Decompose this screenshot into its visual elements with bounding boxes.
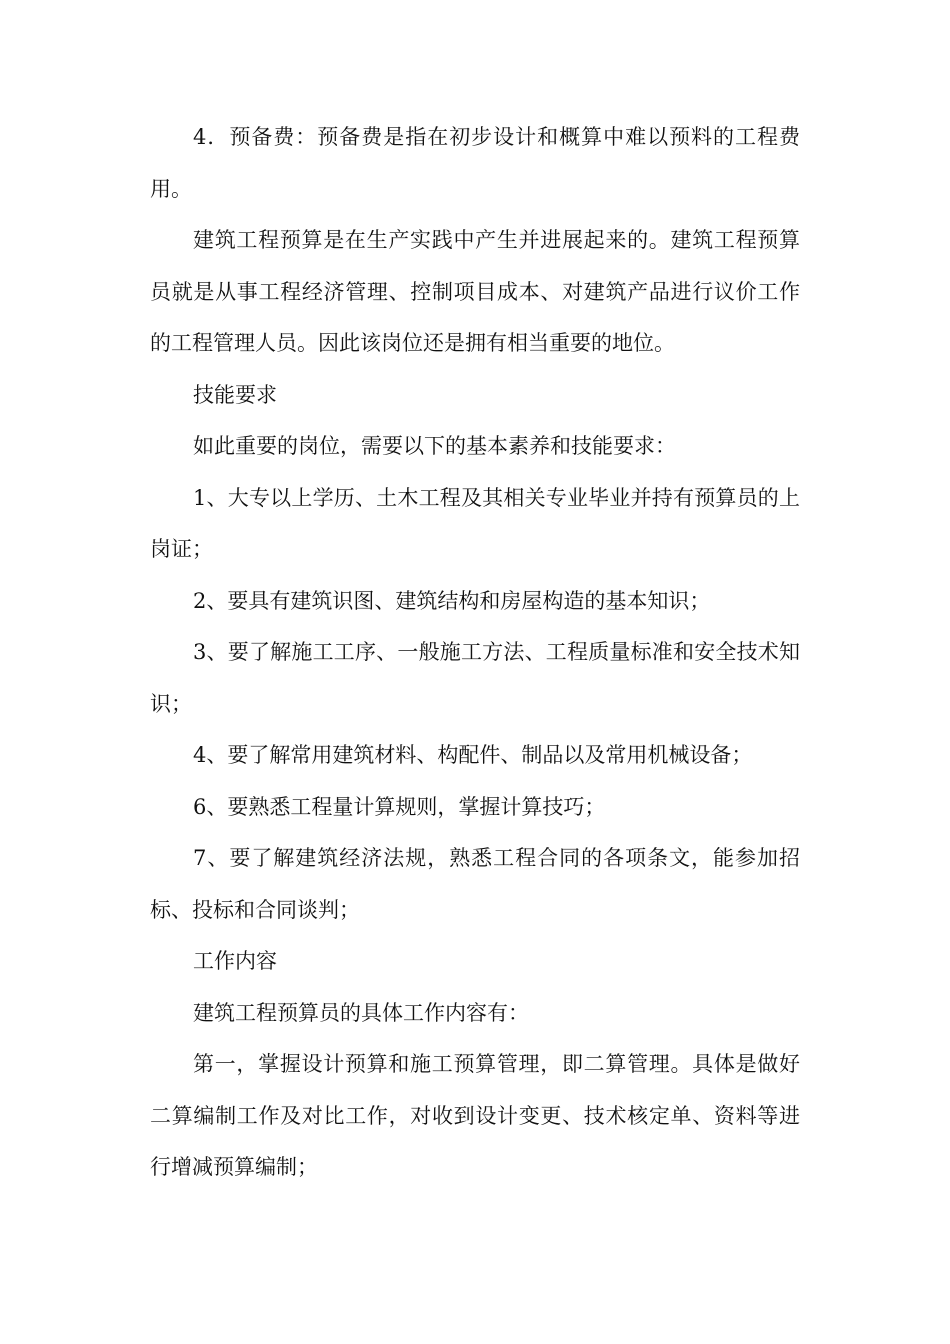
list-item-skill-3: 3、要了解施工工序、一般施工方法、工程质量标准和安全技术知识； bbox=[150, 640, 800, 716]
list-item-skill-6: 6、要熟悉工程量计算规则，掌握计算技巧； bbox=[193, 794, 606, 819]
paragraph-work-intro: 建筑工程预算员的具体工作内容有： bbox=[193, 1000, 529, 1025]
heading-work-content: 工作内容 bbox=[193, 949, 277, 973]
paragraph-budget-intro: 建筑工程预算是在生产实践中产生并进展起来的。建筑工程预算员就是从事工程经济管理、控制项目成本、对建筑产品进行议价工作的工程管理人员。因此该岗位还是拥有相当重要的地位。 bbox=[150, 228, 800, 355]
list-item-skill-7: 7、要了解建筑经济法规，熟悉工程合同的各项条文，能参加招标、投标和合同谈判； bbox=[150, 846, 800, 922]
paragraph-work-first: 第一，掌握设计预算和施工预算管理，即二算管理。具体是做好二算编制工作及对比工作，对收到设计变更、技术核定单、资料等进行增减预算编制； bbox=[150, 1052, 800, 1179]
paragraph-skill-intro: 如此重要的岗位，需要以下的基本素养和技能要求： bbox=[193, 434, 676, 458]
list-item-skill-4: 4、要了解常用建筑材料、构配件、制品以及常用机械设备； bbox=[193, 743, 753, 767]
list-item-skill-2: 2、要具有建筑识图、建筑结构和房屋构造的基本知识； bbox=[193, 588, 711, 613]
paragraph-reserve-fee: 4．预备费：预备费是指在初步设计和概算中难以预料的工程费用。 bbox=[150, 125, 800, 201]
list-item-skill-1: 1、大专以上学历、土木工程及其相关专业毕业并持有预算员的上岗证； bbox=[150, 485, 800, 561]
document-body bbox=[150, 112, 800, 1194]
heading-skill-requirements: 技能要求 bbox=[193, 382, 277, 407]
